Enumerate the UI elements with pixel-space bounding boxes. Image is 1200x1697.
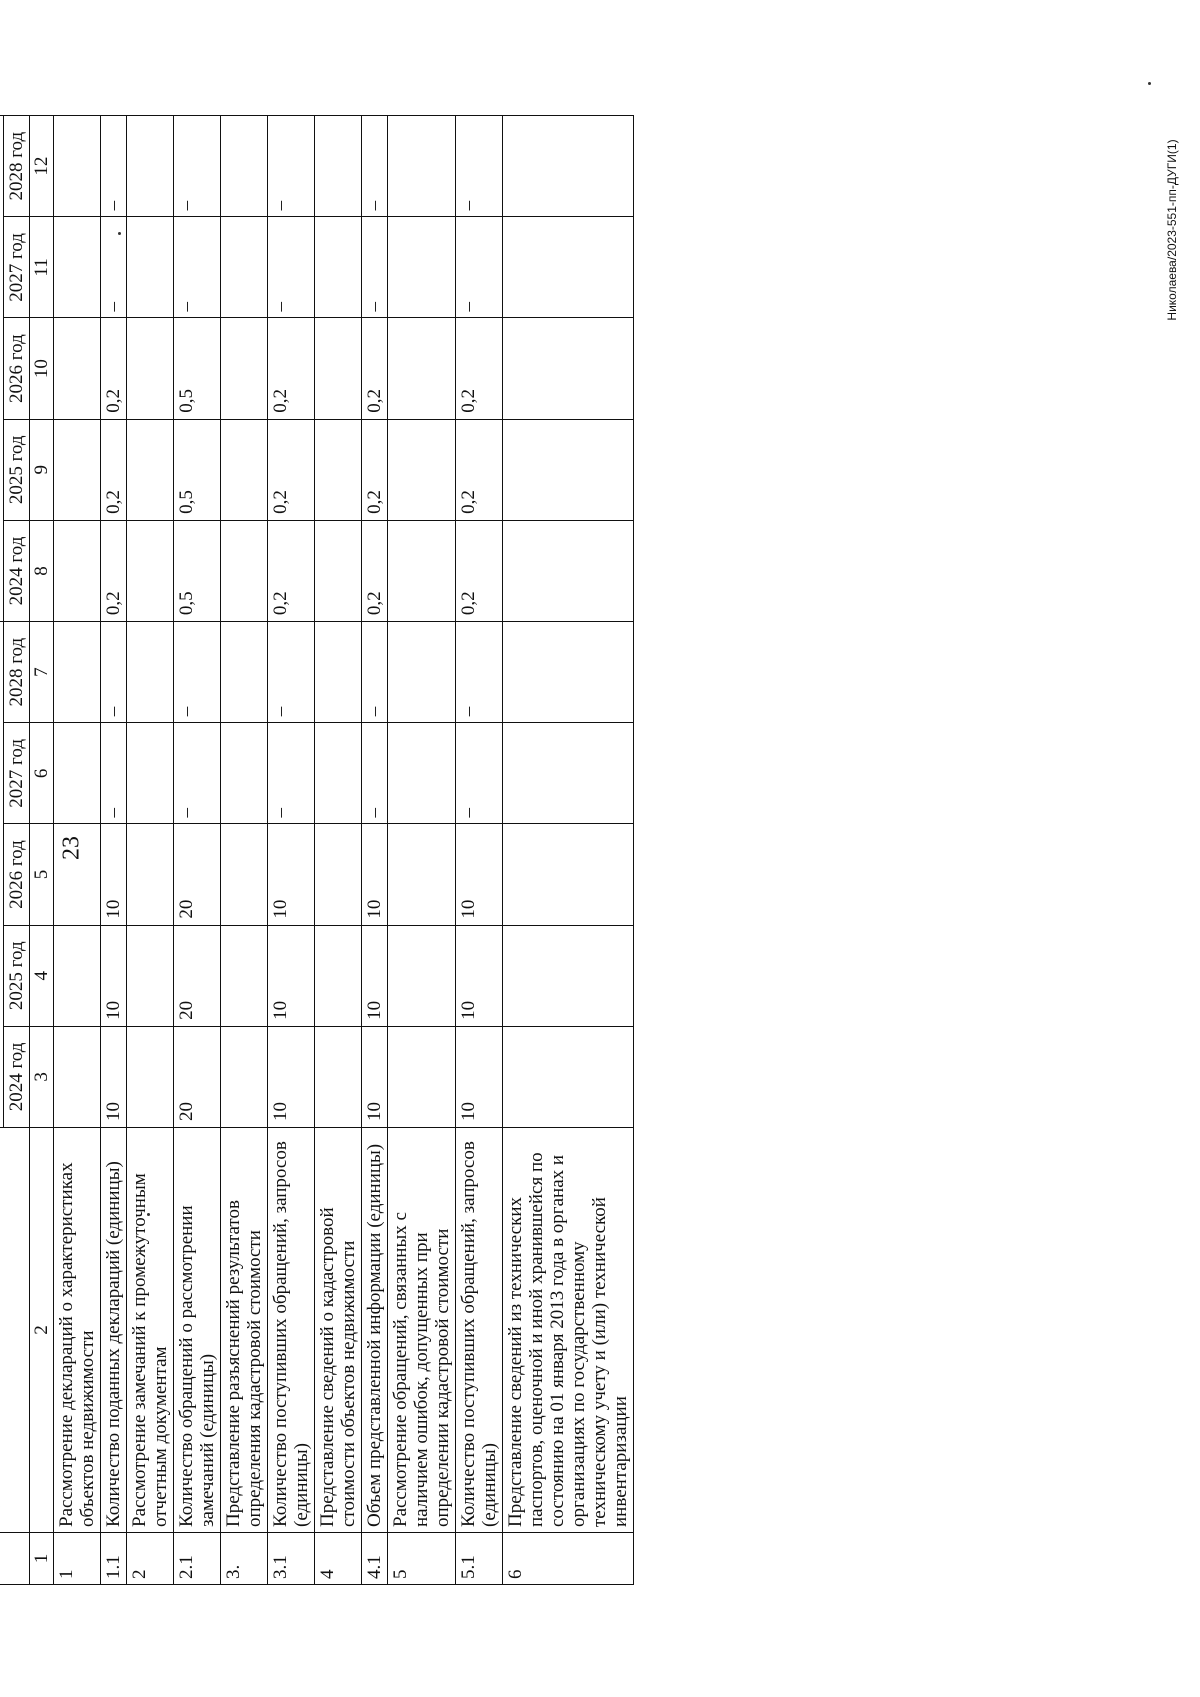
budget-value-cell — [127, 318, 174, 419]
budget-value-cell — [127, 419, 174, 520]
volume-value-cell: 10 — [101, 925, 127, 1026]
row-number: 6 — [503, 1533, 634, 1585]
volume-value-cell: – — [268, 723, 315, 824]
volume-value-cell — [54, 1026, 101, 1127]
budget-value-cell: – — [456, 217, 503, 318]
budget-value-cell: 0,2 — [362, 318, 388, 419]
volume-value-cell — [221, 925, 268, 1026]
budget-value-cell — [54, 217, 101, 318]
budget-value-cell: 0,2 — [362, 419, 388, 520]
volume-value-cell: – — [101, 622, 127, 723]
volume-value-cell: – — [174, 723, 221, 824]
budget-value-cell: 0,5 — [174, 318, 221, 419]
budget-value-cell: – — [268, 217, 315, 318]
budget-value-cell — [221, 318, 268, 419]
header-budget-year: 2027 год — [4, 217, 30, 318]
volume-value-cell: – — [456, 622, 503, 723]
volume-value-cell — [221, 1026, 268, 1127]
volume-value-cell — [388, 925, 456, 1026]
volume-value-cell — [221, 622, 268, 723]
row-number: 3. — [221, 1533, 268, 1585]
volume-value-cell: – — [362, 622, 388, 723]
budget-value-cell: 0,2 — [456, 318, 503, 419]
volume-value-cell: 10 — [362, 824, 388, 925]
table-row — [221, 116, 268, 1585]
volume-value-cell — [221, 824, 268, 925]
header-name — [0, 1128, 30, 1533]
row-number: 4 — [315, 1533, 362, 1585]
table-row — [315, 116, 362, 1585]
budget-value-cell: 0,2 — [101, 520, 127, 621]
budget-value-cell: – — [362, 217, 388, 318]
volume-value-cell: 10 — [268, 925, 315, 1026]
header-num — [0, 1533, 30, 1585]
table-row — [127, 116, 174, 1585]
volume-value-cell — [503, 925, 634, 1026]
volume-value-cell — [315, 824, 362, 925]
volume-value-cell: 10 — [268, 824, 315, 925]
volume-value-cell — [503, 1026, 634, 1127]
volume-value-cell: 10 — [456, 824, 503, 925]
volume-value-cell: – — [268, 622, 315, 723]
volume-value-cell: 20 — [174, 925, 221, 1026]
row-number: 2 — [127, 1533, 174, 1585]
volume-value-cell: 10 — [362, 1026, 388, 1127]
row-name: Количество поступивших обращений, запросов (единицы) — [268, 1128, 315, 1533]
volume-value-cell — [388, 723, 456, 824]
budget-value-cell — [127, 116, 174, 217]
header-volume-year: 2025 год — [4, 925, 30, 1026]
header-budget-year: 2024 год — [4, 520, 30, 621]
row-number: 1 — [54, 1533, 101, 1585]
budget-value-cell: 0,2 — [101, 318, 127, 419]
volume-value-cell — [127, 723, 174, 824]
budget-value-cell — [315, 116, 362, 217]
volume-value-cell — [54, 925, 101, 1026]
budget-value-cell — [221, 419, 268, 520]
indicators-table — [0, 115, 634, 1585]
volume-value-cell — [315, 622, 362, 723]
column-number: 1 — [30, 1533, 54, 1585]
budget-value-cell — [315, 520, 362, 621]
table-row — [174, 116, 221, 1585]
budget-value-cell — [54, 520, 101, 621]
budget-value-cell — [388, 116, 456, 217]
row-number: 3.1 — [268, 1533, 315, 1585]
row-name: Количество поступивших обращений, запросов (единицы) — [456, 1128, 503, 1533]
row-number: 4.1 — [362, 1533, 388, 1585]
document-id: Николаева/2023-551-пп-ДУГИ(1) — [1165, 139, 1179, 321]
volume-value-cell — [315, 1026, 362, 1127]
table-row — [388, 116, 456, 1585]
row-name: Рассмотрение обращений, связанных с наличием ошибок, допущенных при определении кадастровой стоимости — [388, 1128, 456, 1533]
column-number: 6 — [30, 723, 54, 824]
budget-value-cell: 0,2 — [268, 520, 315, 621]
row-number: 1.1 — [101, 1533, 127, 1585]
volume-value-cell: – — [456, 723, 503, 824]
column-number: 4 — [30, 925, 54, 1026]
row-number: 5.1 — [456, 1533, 503, 1585]
header-budget-year: 2026 год — [4, 318, 30, 419]
budget-value-cell — [315, 419, 362, 520]
budget-value-cell — [54, 116, 101, 217]
row-name: Количество обращений о рассмотрении замечаний (единицы) — [174, 1128, 221, 1533]
budget-value-cell: 0,2 — [362, 520, 388, 621]
budget-value-cell — [503, 520, 634, 621]
column-number: 2 — [30, 1128, 54, 1533]
volume-value-cell: 10 — [268, 1026, 315, 1127]
table-row — [456, 116, 503, 1585]
scan-speck — [1148, 82, 1151, 85]
header-budget-year: 2028 год — [4, 116, 30, 217]
volume-value-cell: 10 — [362, 925, 388, 1026]
budget-value-cell: 0,2 — [101, 419, 127, 520]
volume-value-cell — [221, 723, 268, 824]
budget-value-cell: 0,2 — [268, 318, 315, 419]
budget-value-cell: 0,2 — [456, 419, 503, 520]
column-number: 3 — [30, 1026, 54, 1127]
volume-value-cell: 20 — [174, 1026, 221, 1127]
header-volume-year: 2027 год — [4, 723, 30, 824]
volume-value-cell — [127, 1026, 174, 1127]
rotated-page-content — [0, 85, 838, 1615]
budget-value-cell: 0,2 — [456, 520, 503, 621]
budget-value-cell: 0,5 — [174, 419, 221, 520]
volume-value-cell — [315, 723, 362, 824]
volume-value-cell: 10 — [456, 925, 503, 1026]
row-name: Представление разъяснений результатов определения кадастровой стоимости — [221, 1128, 268, 1533]
budget-value-cell — [388, 318, 456, 419]
budget-value-cell — [503, 419, 634, 520]
budget-value-cell: – — [268, 116, 315, 217]
budget-value-cell: – — [174, 116, 221, 217]
table-row — [54, 116, 101, 1585]
table-row — [268, 116, 315, 1585]
volume-value-cell — [388, 1026, 456, 1127]
column-number: 12 — [30, 116, 54, 217]
budget-value-cell — [503, 116, 634, 217]
volume-value-cell — [315, 925, 362, 1026]
budget-value-cell: – — [174, 217, 221, 318]
header-volume-year: 2028 год — [4, 622, 30, 723]
budget-value-cell — [388, 419, 456, 520]
budget-value-cell — [221, 116, 268, 217]
volume-value-cell — [388, 622, 456, 723]
column-number: 5 — [30, 824, 54, 925]
volume-value-cell: – — [174, 622, 221, 723]
volume-value-cell — [127, 925, 174, 1026]
column-number: 8 — [30, 520, 54, 621]
volume-value-cell — [388, 824, 456, 925]
page-number: 23 — [58, 836, 85, 860]
column-number: 7 — [30, 622, 54, 723]
budget-value-cell: – — [101, 116, 127, 217]
volume-value-cell — [503, 824, 634, 925]
row-name: Рассмотрение замечаний к промежуточным отчетным документам — [127, 1128, 174, 1533]
budget-value-cell — [221, 520, 268, 621]
budget-value-cell — [127, 520, 174, 621]
header-volume-year: 2024 год — [4, 1026, 30, 1127]
column-number: 10 — [30, 318, 54, 419]
row-number: 2.1 — [174, 1533, 221, 1585]
budget-value-cell — [388, 217, 456, 318]
volume-value-cell — [54, 622, 101, 723]
table-row — [101, 116, 127, 1585]
volume-value-cell — [54, 723, 101, 824]
budget-value-cell — [315, 318, 362, 419]
column-number: 11 — [30, 217, 54, 318]
budget-value-cell: – — [362, 116, 388, 217]
volume-value-cell: 10 — [456, 1026, 503, 1127]
budget-value-cell: 0,5 — [174, 520, 221, 621]
budget-value-cell — [503, 318, 634, 419]
volume-value-cell — [127, 824, 174, 925]
budget-value-cell: 0,2 — [268, 419, 315, 520]
table-row — [362, 116, 388, 1585]
row-name: Количество поданных деклараций (единицы) — [101, 1128, 127, 1533]
header-volume-year: 2026 год — [4, 824, 30, 925]
column-number: 9 — [30, 419, 54, 520]
row-name: Объем представленной информации (единицы) — [362, 1128, 388, 1533]
volume-value-cell: – — [101, 723, 127, 824]
row-number: 5 — [388, 1533, 456, 1585]
volume-value-cell: 10 — [101, 824, 127, 925]
volume-value-cell — [54, 824, 101, 925]
budget-value-cell — [54, 318, 101, 419]
volume-value-cell — [503, 723, 634, 824]
volume-value-cell: – — [362, 723, 388, 824]
budget-value-cell — [54, 419, 101, 520]
budget-value-cell — [127, 217, 174, 318]
volume-value-cell: 10 — [101, 1026, 127, 1127]
row-name: Представление сведений о кадастровой стоимости объектов недвижимости — [315, 1128, 362, 1533]
volume-value-cell — [127, 622, 174, 723]
row-name: Рассмотрение деклараций о характеристиках объектов недвижимости — [54, 1128, 101, 1533]
budget-value-cell — [221, 217, 268, 318]
budget-value-cell — [388, 520, 456, 621]
volume-value-cell — [503, 622, 634, 723]
budget-value-cell: – — [456, 116, 503, 217]
header-budget-year: 2025 год — [4, 419, 30, 520]
volume-value-cell: 20 — [174, 824, 221, 925]
row-name: Представление сведений из технических паспортов, оценочной и иной хранившейся по состоянию на 01 января 2013 года в органах и организациях по государственному техническому учету и (или) технической инвентаризации — [503, 1128, 634, 1533]
budget-value-cell — [503, 217, 634, 318]
budget-value-cell — [315, 217, 362, 318]
budget-value-cell: – — [101, 217, 127, 318]
table-row — [503, 116, 634, 1585]
